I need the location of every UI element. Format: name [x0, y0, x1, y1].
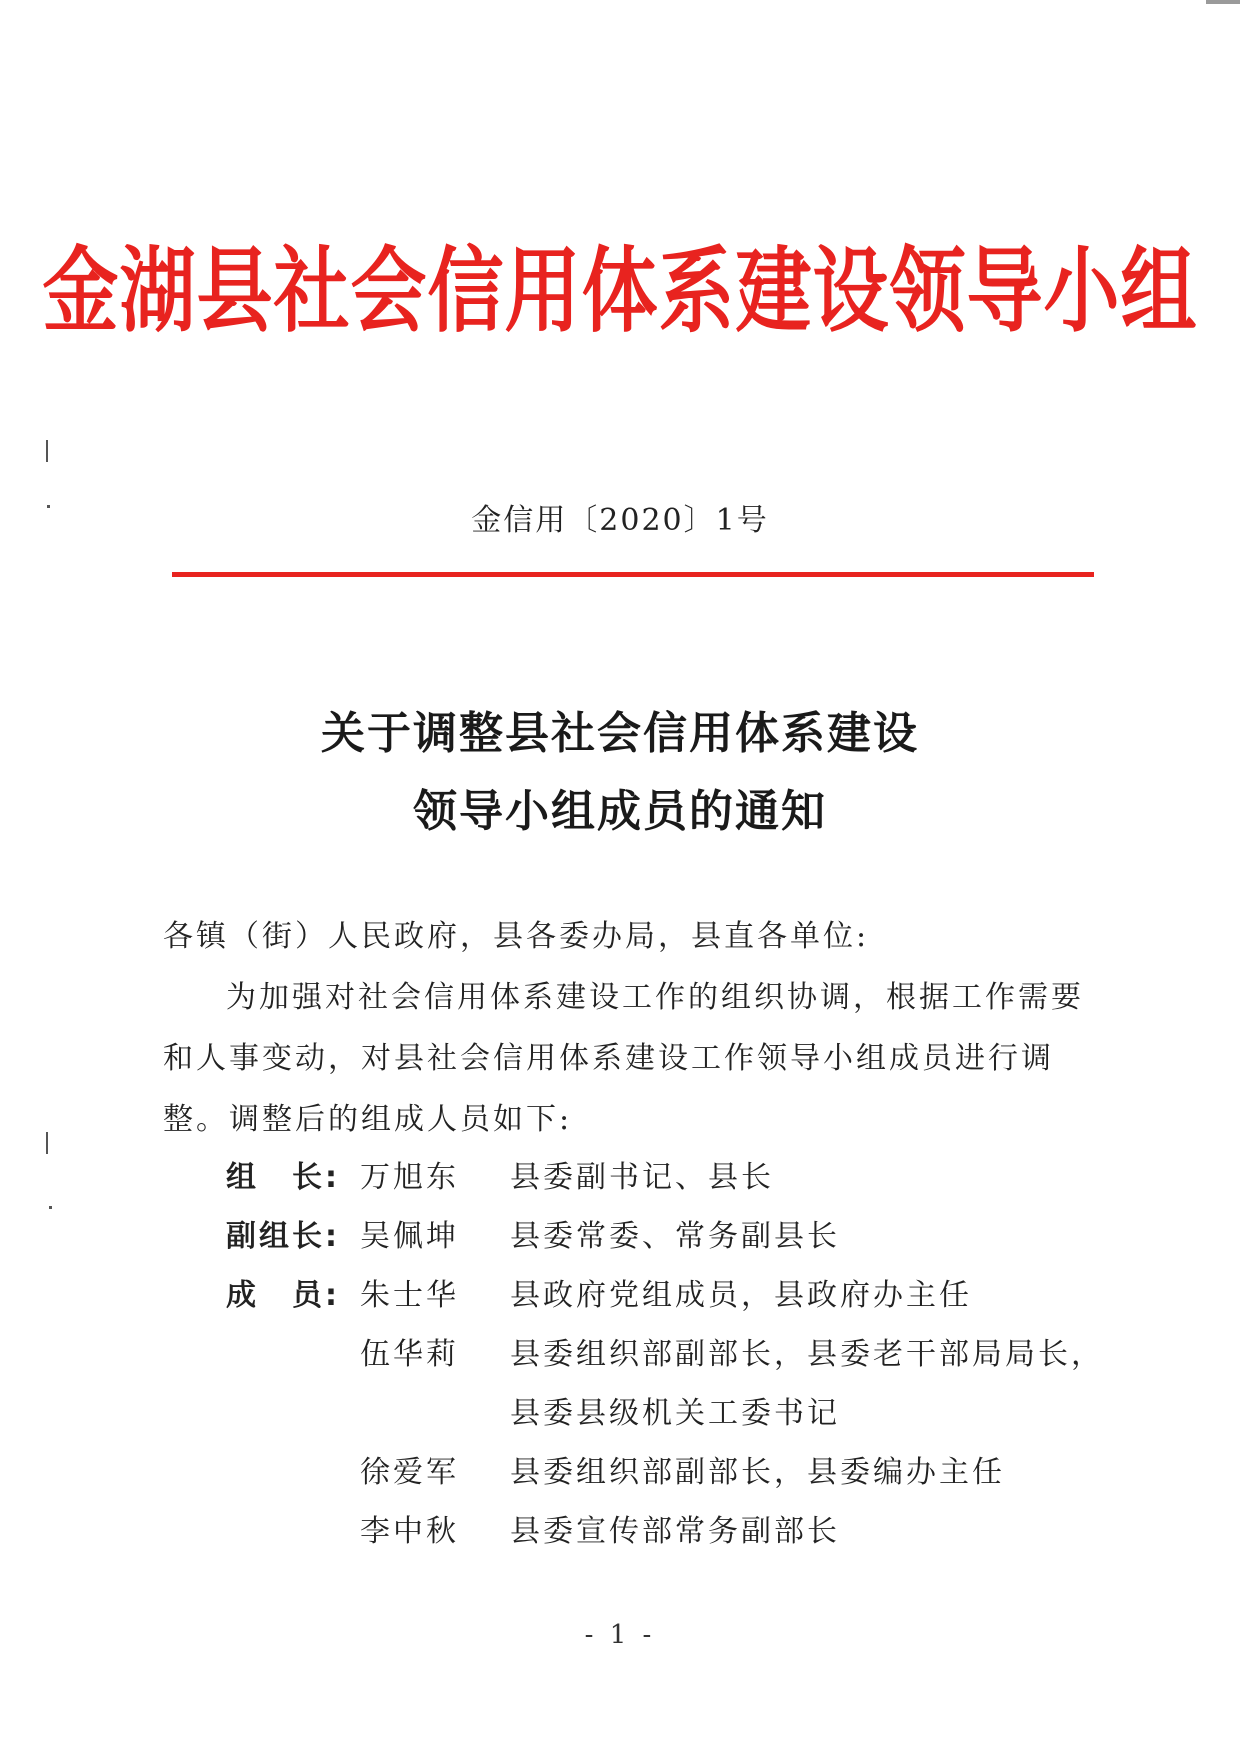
member-position: 县委副书记、县长 — [510, 1160, 774, 1195]
member-role: 成 员: — [226, 1278, 340, 1313]
member-name: 朱士华 — [360, 1278, 459, 1313]
document-number: 金信用〔2020〕1号 — [471, 503, 769, 538]
paragraph-line: 为加强对社会信用体系建设工作的组织协调，根据工作需要 — [226, 980, 1084, 1015]
notice-title-line-1: 关于调整县社会信用体系建设 — [321, 708, 919, 759]
scan-mark — [46, 1132, 48, 1154]
member-name: 徐爱军 — [360, 1455, 459, 1490]
scan-mark — [49, 1206, 52, 1209]
member-role: 副组长: — [226, 1219, 340, 1254]
page-number: - 1 - — [584, 1620, 656, 1650]
paragraph-line: 和人事变动，对县社会信用体系建设工作领导小组成员进行调 — [163, 1041, 1054, 1076]
member-position: 县委组织部副部长，县委编办主任 — [510, 1455, 1005, 1490]
member-position: 县委组织部副部长，县委老干部局局长， — [510, 1337, 1104, 1372]
notice-title-line-2: 领导小组成员的通知 — [413, 786, 827, 837]
member-position: 县委常委、常务副县长 — [510, 1219, 840, 1254]
red-separator-line — [172, 572, 1094, 577]
scan-mark — [46, 440, 48, 462]
member-role: 组 长: — [226, 1160, 340, 1195]
letterhead-title: 金湖县社会信用体系建设领导小组 — [42, 236, 1198, 346]
salutation: 各镇（街）人民政府，县各委办局，县直各单位: — [163, 919, 870, 954]
paragraph-line: 整。调整后的组成人员如下: — [163, 1102, 573, 1137]
member-position: 县政府党组成员，县政府办主任 — [510, 1278, 972, 1313]
member-position-continued: 县委县级机关工委书记 — [510, 1396, 840, 1431]
member-name: 吴佩坤 — [360, 1219, 459, 1254]
member-name: 李中秋 — [360, 1514, 459, 1549]
member-name: 万旭东 — [360, 1160, 459, 1195]
scan-mark — [1206, 0, 1240, 4]
member-position: 县委宣传部常务副部长 — [510, 1514, 840, 1549]
member-name: 伍华莉 — [360, 1337, 459, 1372]
